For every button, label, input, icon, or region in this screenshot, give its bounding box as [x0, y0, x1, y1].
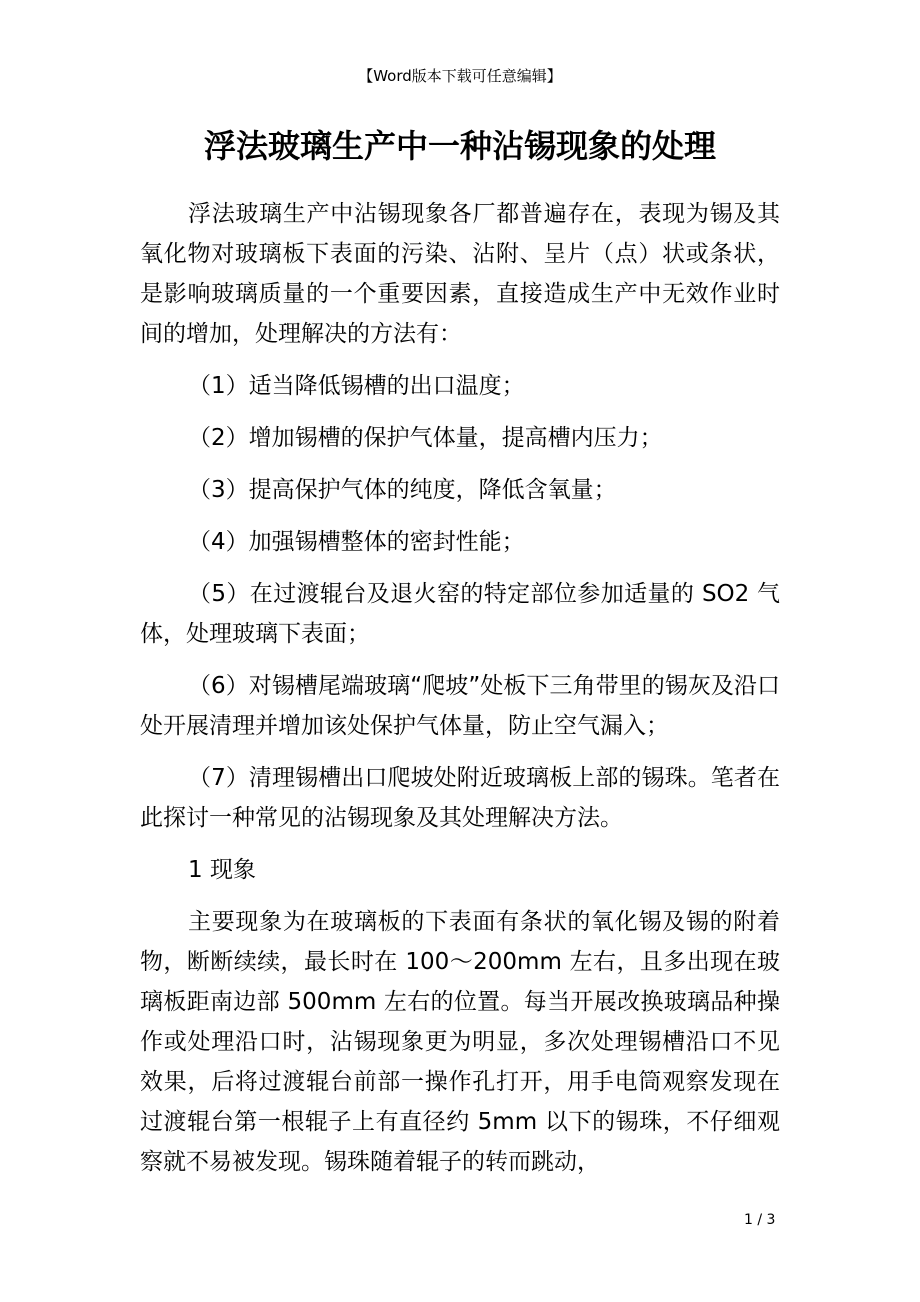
header-note: 【Word版本下载可任意编辑】 [358, 67, 562, 85]
measure-item: （2）增加锡槽的保护气体量，提高槽内压力； [188, 425, 663, 451]
measure-item: （6）对锡槽尾端玻璃“爬坡”处板下三角带里的锡灰及沿口处开展清理并增加该处保护气体量，防止空气漏入； [140, 673, 780, 739]
section-heading: 1 现象 [188, 857, 256, 883]
intro-paragraph: 浮法玻璃生产中沾锡现象各厂都普遍存在，表现为锡及其氧化物对玻璃板下表面的污染、沾附、呈片（点）状或条状，是影响玻璃质量的一个重要因素，直接造成生产中无效作业时间的增加，处理解决的方法有： [140, 201, 780, 347]
measure-item: （4）加强锡槽整体的密封性能； [188, 529, 525, 555]
measure-item: （5）在过渡辊台及退火窑的特定部位参加适量的 SO2 气体，处理玻璃下表面； [140, 581, 780, 647]
measure-item: （1）适当降低锡槽的出口温度； [188, 373, 525, 399]
measure-item: （3）提高保护气体的纯度，降低含氧量； [188, 477, 617, 503]
document-body [140, 194, 780, 1194]
document-title: 浮法玻璃生产中一种沾锡现象的处理 [203, 127, 716, 165]
page-number: 1 / 3 [744, 1212, 776, 1228]
measure-item: （7）清理锡槽出口爬坡处附近玻璃板上部的锡珠。笔者在此探讨一种常见的沾锡现象及其处理解决方法。 [140, 765, 780, 831]
section-paragraph: 主要现象为在玻璃板的下表面有条状的氧化锡及锡的附着物，断断续续，最长时在 100～200mm 左右，且多出现在玻璃板距南边部 500mm 左右的位置。每当开展改换玻璃品种操作或处理沿口时，沾锡现象更为明显，多次处理锡槽沿口不见效果，后将过渡辊台前部一操作孔打开，用手电筒观察发现在过渡辊台第一根辊子上有直径约 5mm 以下的锡珠，不仔细观察就不易被发现。锡珠随着辊子的转而跳动， [140, 909, 780, 1175]
